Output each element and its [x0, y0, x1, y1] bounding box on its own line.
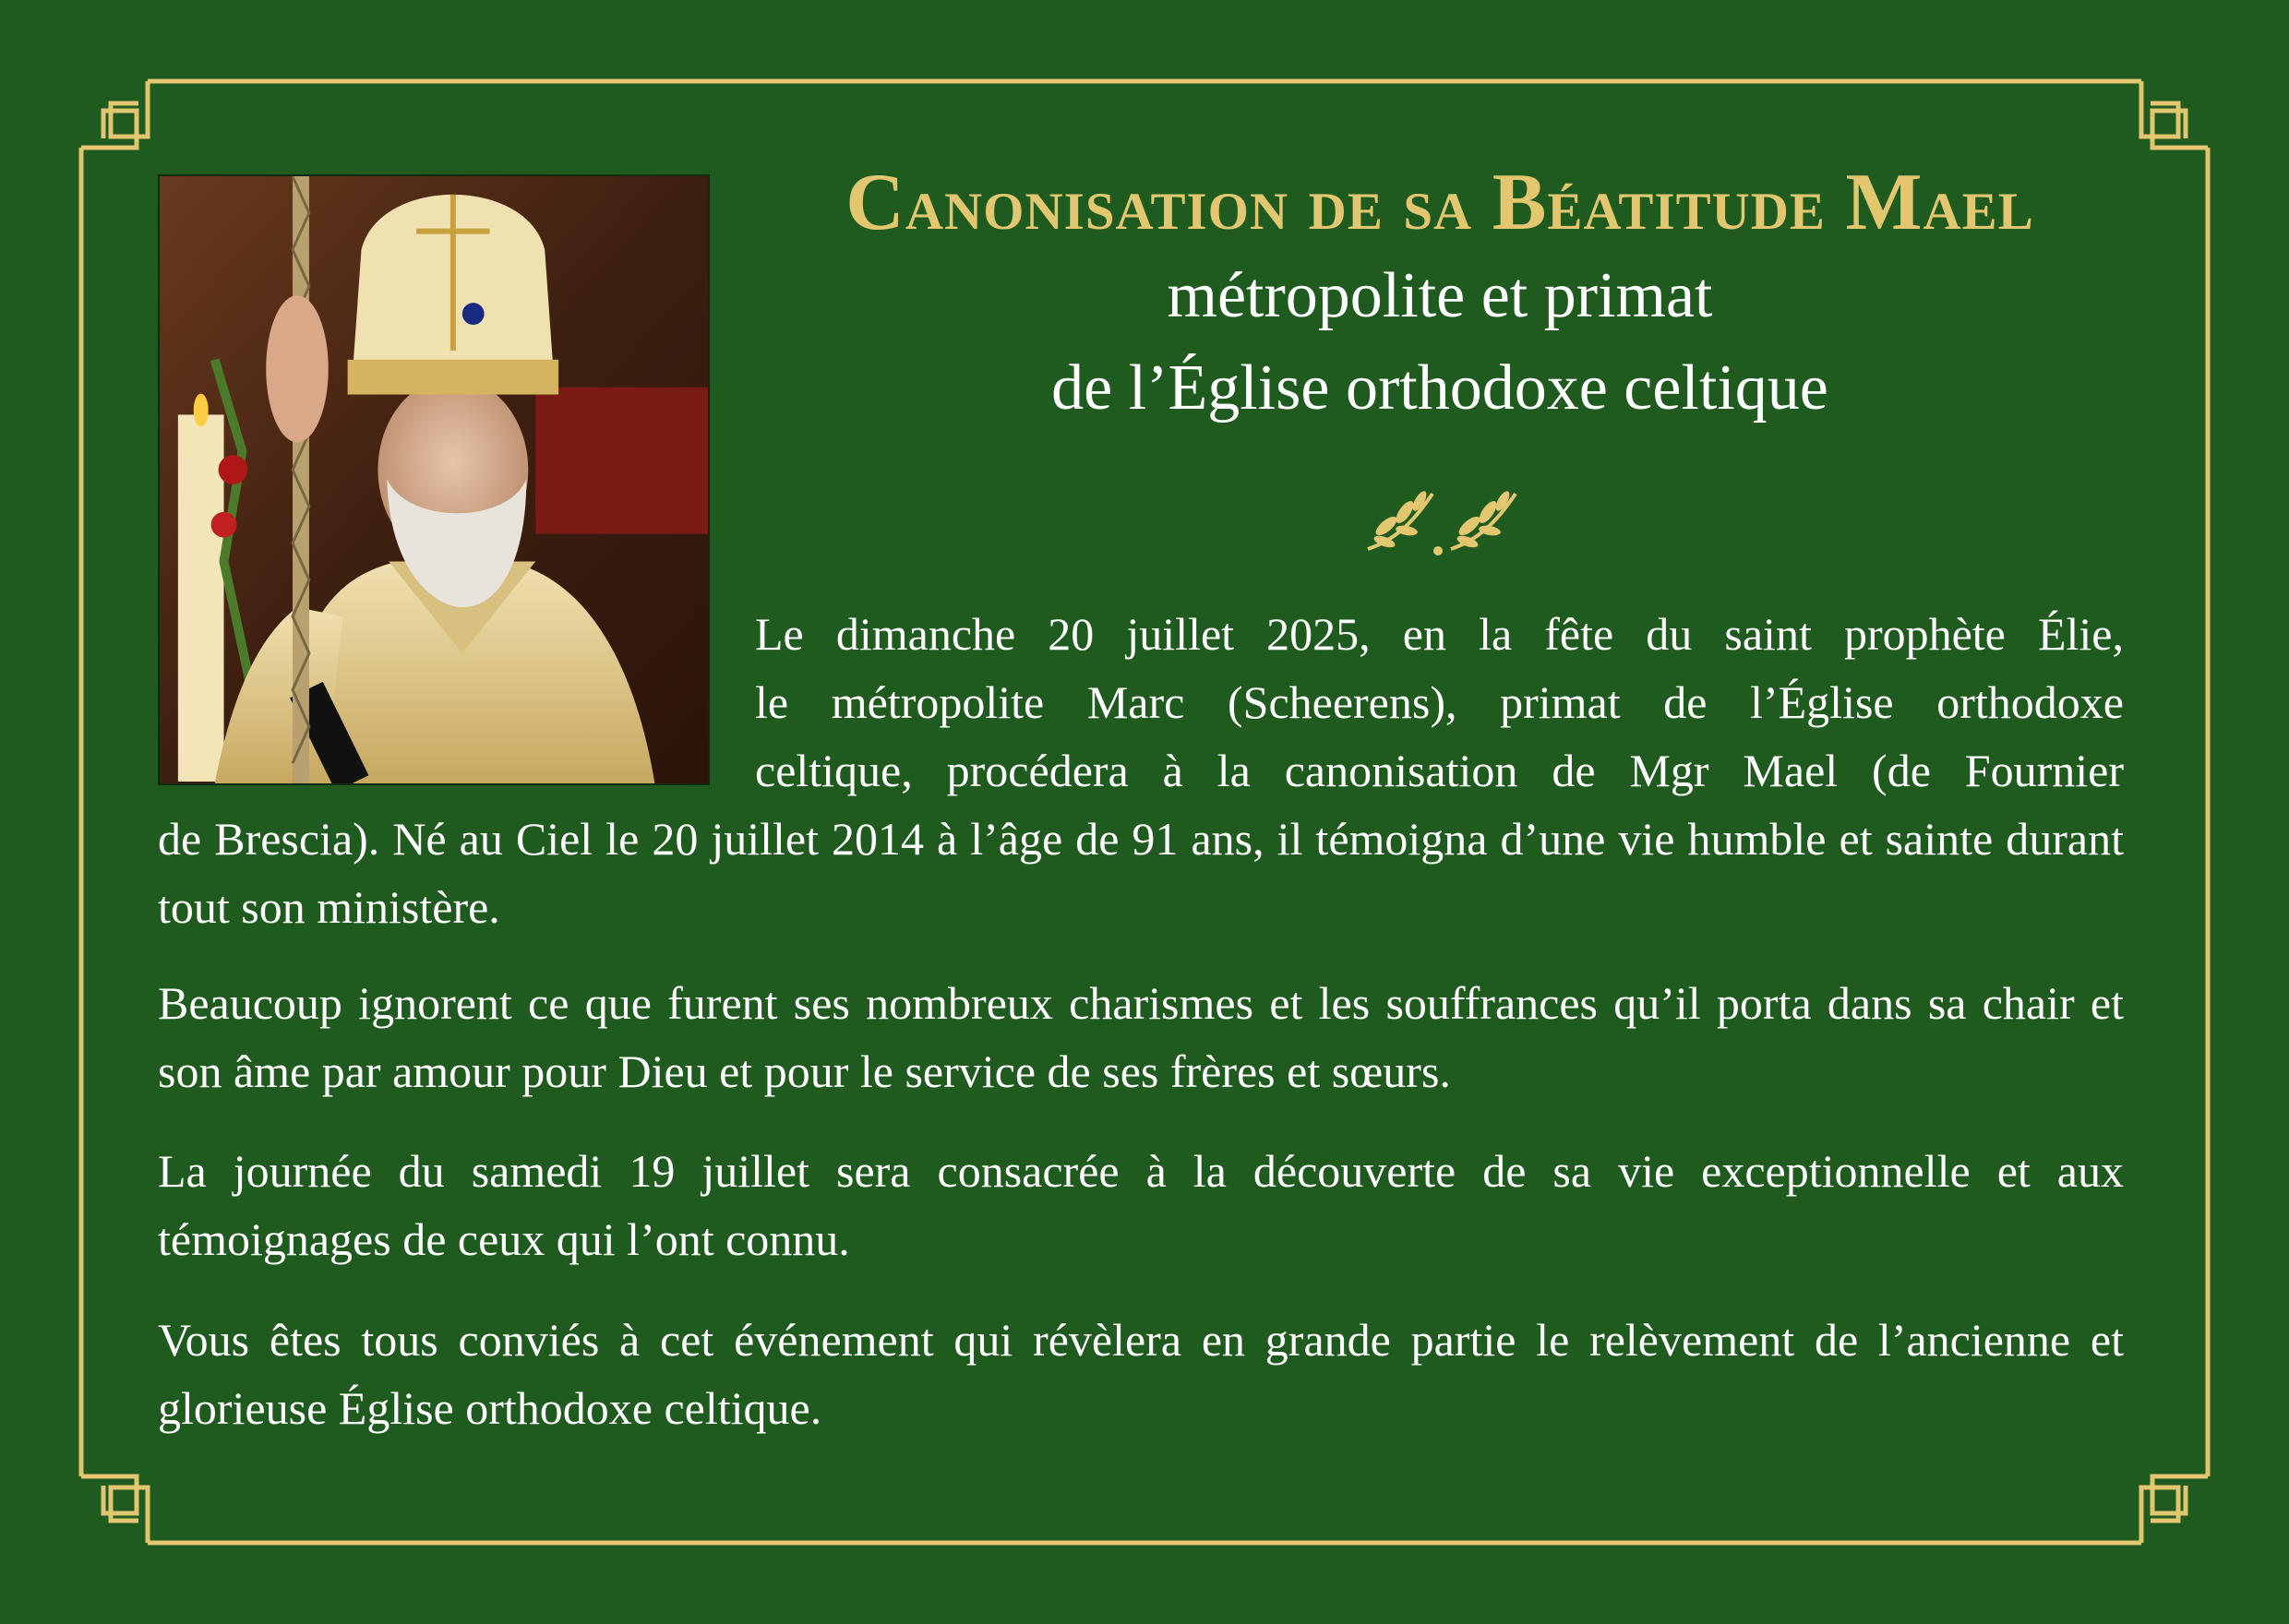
paragraph-1-line-2: le métropolite Marc (Scheerens), primat de l’Église orthodoxe	[755, 676, 2124, 728]
page-title: Canonisation de sa Béatitude Mael	[845, 158, 2034, 247]
heading-block	[729, 157, 2151, 435]
paragraph-3: La journée du samedi 19 juillet sera consacrée à la découverte de sa vie exceptionnelle et aux témoignages de ceux qui l’ont connu.	[158, 1145, 2124, 1265]
paragraph-1-line-1: Le dimanche 20 juillet 2025, en la fête du saint prophète Élie,	[755, 608, 2124, 660]
paragraph-1-line-3: celtique, procédera à la canonisation de Mgr Mael (de Fournier	[755, 745, 2124, 796]
paragraph-1-top	[755, 600, 2124, 805]
laurel-sprigs-icon	[1359, 475, 1525, 558]
subtitle-line-2: de l’Église orthodoxe celtique	[1051, 352, 1828, 424]
paragraph-2: Beaucoup ignorent ce que furent ses nombreux charismes et les souffrances qu’il porta dans sa chair et son âme par amour pour Dieu et pour le service de ses frères et sœurs.	[158, 977, 2124, 1097]
subtitle-line-1: métropolite et primat	[1167, 260, 1713, 331]
paragraph-1-continued: de Brescia). Né au Ciel le 20 juillet 2014 à l’âge de 91 ans, il témoigna d’une vie humble et sainte durant tout son ministère.	[158, 813, 2124, 933]
bishop-portrait-photo	[158, 174, 710, 785]
paragraph-4: Vous êtes tous conviés à cet événement qui révèlera en grande partie le relèvement de l’ancienne et glorieuse Église orthodoxe celtique.	[158, 1314, 2124, 1434]
